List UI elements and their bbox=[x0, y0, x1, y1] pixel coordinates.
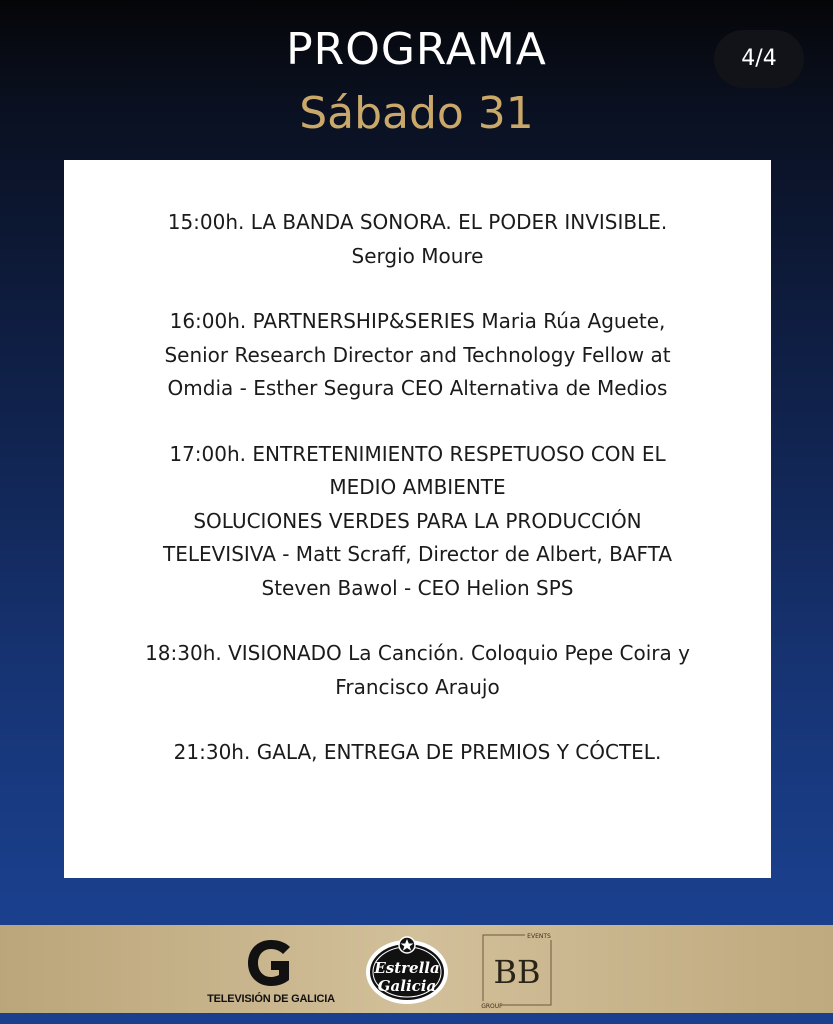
footer-bottom-strip bbox=[0, 1013, 833, 1024]
session-line: 18:30h. VISIONADO La Canción. Coloquio Pepe Coira y bbox=[145, 641, 690, 665]
session-line: Francisco Araujo bbox=[335, 674, 500, 699]
estrella-galicia-logo bbox=[365, 935, 449, 1005]
session-line: Omdia - Esther Segura CEO Alternativa de Medios bbox=[167, 376, 668, 400]
session-item bbox=[64, 206, 771, 273]
bb-top-text: EVENTS bbox=[527, 933, 551, 940]
session-line: MEDIO AMBIENTE bbox=[329, 475, 506, 499]
session-item bbox=[64, 736, 771, 770]
session-line: TELEVISIVA - Matt Scraff, Director de Albert, BAFTA bbox=[162, 542, 672, 566]
sponsor-footer bbox=[0, 925, 833, 1013]
session-list bbox=[64, 206, 771, 802]
session-item bbox=[64, 438, 771, 606]
estrella-text-1: Estrella bbox=[374, 959, 440, 977]
session-line: Sergio Moure bbox=[351, 243, 484, 268]
program-card bbox=[64, 160, 771, 878]
session-line: Steven Bawol - CEO Helion SPS bbox=[261, 575, 574, 600]
page-title: PROGRAMA bbox=[286, 24, 547, 75]
tvg-logo bbox=[198, 937, 344, 1007]
session-line: 17:00h. ENTRETENIMIENTO RESPETUOSO CON EL bbox=[169, 441, 666, 466]
tvg-g-icon bbox=[244, 937, 298, 989]
session-line: 15:00h. LA BANDA SONORA. EL PODER INVISIBLE. bbox=[167, 210, 668, 234]
session-line: 16:00h. PARTNERSHIP&SERIES Maria Rúa Aguete, bbox=[169, 309, 666, 333]
session-line: 21:30h. GALA, ENTREGA DE PREMIOS Y CÓCTEL. bbox=[173, 740, 662, 764]
estrella-text-2: Galicia bbox=[377, 977, 437, 995]
bb-mark-text: BB bbox=[493, 953, 541, 991]
session-line: SOLUCIONES VERDES PARA LA PRODUCCIÓN bbox=[193, 508, 642, 533]
session-item bbox=[64, 305, 771, 406]
session-line: Senior Research Director and Technology Fellow at bbox=[164, 342, 671, 367]
page-subtitle: Sábado 31 bbox=[299, 88, 534, 139]
bb-events-group-logo bbox=[481, 931, 553, 1009]
bb-bottom-text: GROUP bbox=[481, 1003, 503, 1009]
page-counter-badge: 4/4 bbox=[714, 30, 804, 88]
session-item bbox=[64, 637, 771, 704]
tvg-logo-text: TELEVISIÓN DE GALICIA bbox=[207, 993, 335, 1005]
